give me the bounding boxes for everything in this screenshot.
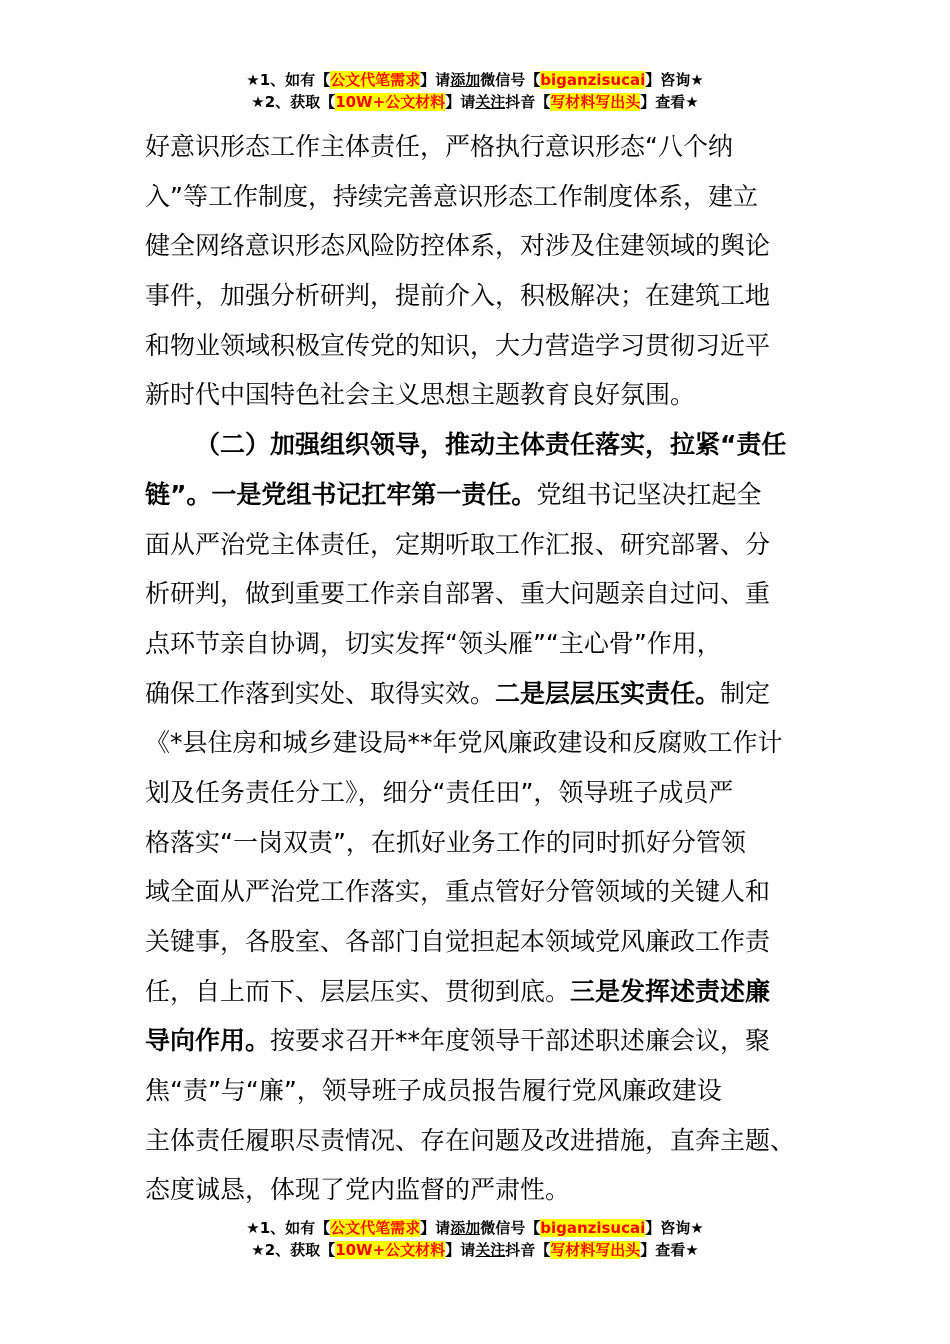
- banner-highlight: 公文代笔需求: [330, 1219, 421, 1237]
- douyin-account: 写材料写出头: [550, 1241, 641, 1259]
- banner-text: 】请: [420, 71, 451, 89]
- text-line: 析研判，做到重要工作亲自部署、重大问题亲自过问、重: [145, 579, 771, 609]
- banner-highlight: 10W+公文材料: [335, 1241, 446, 1259]
- banner-line-2: [0, 91, 950, 113]
- document-body: [145, 122, 805, 1215]
- text-line: [145, 967, 805, 1017]
- bold-phrase: 导向作用。: [145, 1026, 271, 1056]
- text-line: 点环节亲自协调，切实发挥“领头雁”“主心骨”作用，: [145, 628, 722, 658]
- section-heading: （二）加强组织领导，推动主体责任落实，拉紧“责任: [195, 430, 787, 460]
- banner-underlined: 添加: [450, 1219, 481, 1237]
- banner-text: 微信号【: [480, 71, 541, 89]
- text-line: 域全面从严治党工作落实，重点管好分管领域的关键人和: [145, 877, 771, 907]
- banner-text: 抖音【: [505, 1241, 551, 1259]
- text-line: 健全网络意识形态风险防控体系，对涉及住建领域的舆论: [145, 231, 771, 261]
- text-run: 任，自上而下、层层压实、贯彻到底。: [145, 976, 571, 1006]
- banner-text: 微信号【: [480, 1219, 541, 1237]
- banner-highlight: 公文代笔需求: [330, 71, 421, 89]
- douyin-account: 写材料写出头: [550, 93, 641, 111]
- banner-line-2: [0, 1239, 950, 1261]
- text-line: 主体责任履职尽责情况、存在问题及改进措施，直奔主题、: [145, 1125, 796, 1155]
- text-run: 确保工作落到实处、取得实效。: [145, 678, 496, 708]
- text-run: 制定: [720, 678, 771, 708]
- banner-text: 】请: [445, 1241, 476, 1259]
- banner-underlined: 添加: [450, 71, 481, 89]
- text-line: [145, 1016, 805, 1066]
- banner-text: ★2、获取【: [251, 1241, 336, 1259]
- text-line: 事件，加强分析研判，提前介入，积极解决；在建筑工地: [145, 281, 771, 311]
- banner-line-1: [0, 69, 950, 91]
- text-line: 入”等工作制度，持续完善意识形态工作制度体系，建立: [145, 181, 758, 211]
- banner-highlight: 10W+公文材料: [335, 93, 446, 111]
- banner-underlined: 关注: [475, 1241, 506, 1259]
- text-line: 划及任务责任分工》，细分“责任田”，领导班子成员严: [145, 777, 734, 807]
- banner-text: ★2、获取【: [251, 93, 336, 111]
- banner-text: 抖音【: [505, 93, 551, 111]
- text-line: 关键事，各股室、各部门自觉担起本领域党风廉政工作责: [145, 927, 771, 956]
- text-run: 党组书记坚决扛起全: [536, 479, 762, 509]
- banner-text: ★1、如有【: [246, 1219, 331, 1237]
- text-line: 态度诚恳，体现了党内监督的严肃性。: [145, 1175, 571, 1205]
- bold-phrase: 链”。一是党组书记扛牢第一责任。: [145, 479, 537, 509]
- wechat-id: biganzisucai: [540, 71, 646, 89]
- banner-text: 】请: [420, 1219, 451, 1237]
- text-line: 焦“责”与“廉”，领导班子成员报告履行党风廉政建设: [145, 1076, 722, 1106]
- text-line: 和物业领域积极宣传党的知识，大力营造学习贯彻习近平: [145, 330, 771, 360]
- banner-text: 】请: [445, 93, 476, 111]
- text-line: 格落实“一岗双责”，在抓好业务工作的同时抓好分管领: [145, 827, 746, 857]
- banner-text: 】查看★: [640, 1241, 699, 1259]
- bold-phrase: 三是发挥述责述廉: [570, 976, 771, 1006]
- text-run: 按要求召开**年度领导干部述职述廉会议，聚: [270, 1026, 771, 1056]
- text-line: [145, 669, 805, 719]
- header-banner: [0, 69, 950, 113]
- banner-line-1: [0, 1217, 950, 1239]
- text-line: [145, 470, 805, 520]
- wechat-id: biganzisucai: [540, 1219, 646, 1237]
- text-line: 新时代中国特色社会主义思想主题教育良好氛围。: [145, 380, 696, 410]
- banner-text: ★1、如有【: [246, 71, 331, 89]
- bold-phrase: 二是层层压实责任。: [495, 678, 721, 708]
- text-line: 面从严治党主体责任，定期听取工作汇报、研究部署、分: [145, 529, 771, 559]
- footer-banner: [0, 1217, 950, 1261]
- text-line: 《*县住房和城乡建设局**年党风廉政建设和反腐败工作计: [145, 728, 783, 758]
- banner-text: 】咨询★: [645, 1219, 704, 1237]
- text-line: 好意识形态工作主体责任，严格执行意识形态“八个纳: [145, 132, 733, 161]
- banner-text: 】咨询★: [645, 71, 704, 89]
- banner-underlined: 关注: [475, 93, 506, 111]
- banner-text: 】查看★: [640, 93, 699, 111]
